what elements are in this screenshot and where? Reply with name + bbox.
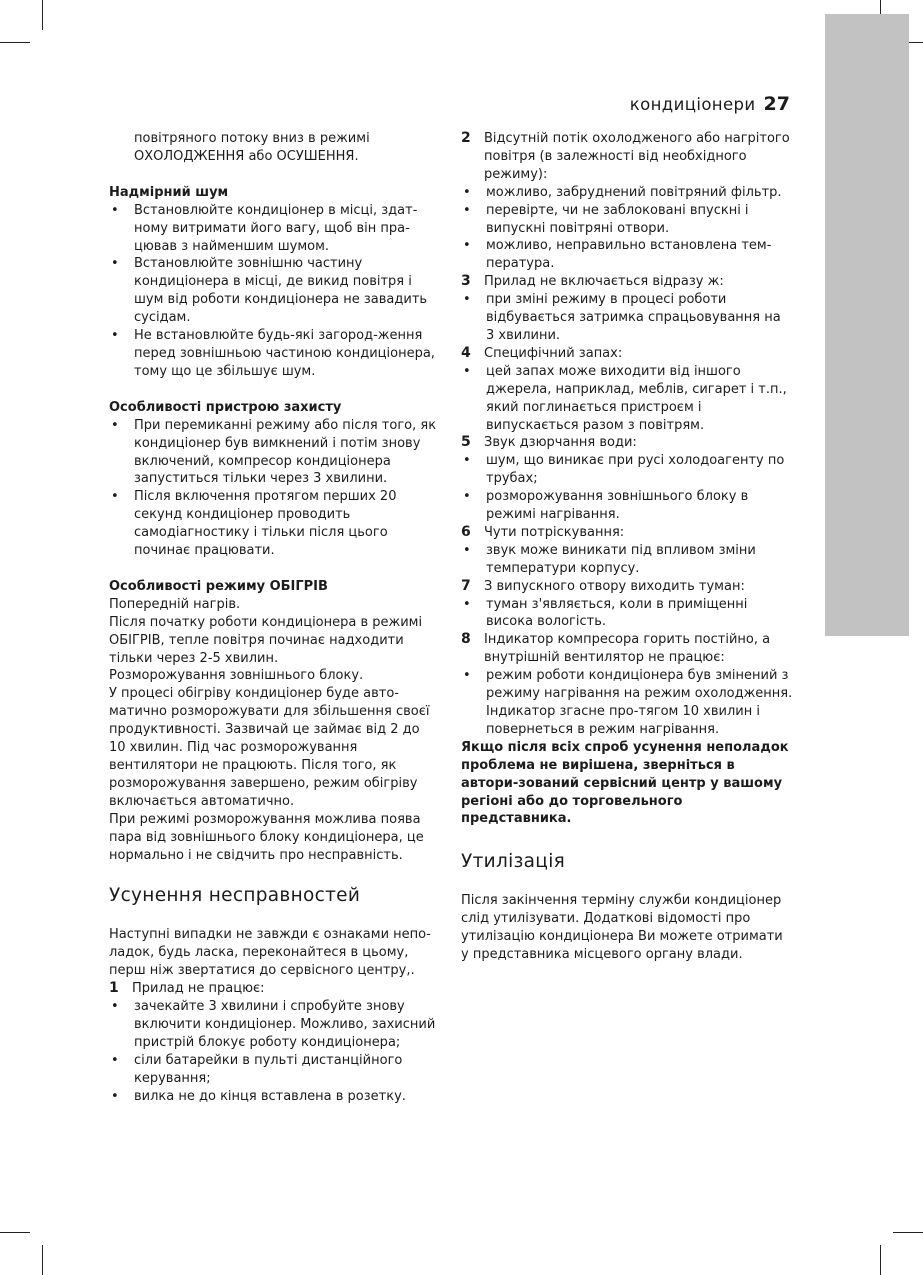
heating-line: У процесі обігріву кондиціонер буде авто-матично розморожувати для збільшення своєї продуктивності. Зазвичай це займає від 2 до 10 хвилин. Під час розморожування вентилятори не працюють. Після того, як розморожування завершено, режим обігріву включається автоматично.	[109, 686, 430, 809]
case-item	[461, 273, 793, 291]
list-item: • зачекайте 3 хвилини і спробуйте знову включити кондиціонер. Можливо, захисний пристрій блокує роботу кондиціонера;	[109, 998, 439, 1052]
case-bullets	[461, 363, 793, 435]
disposal-title: Утилізація	[461, 851, 566, 873]
crop-mark	[0, 1232, 30, 1233]
list-item: • Після включення протягом перших 20 секунд кондиціонер проводить самодіагностику і тільки після цього починає працювати.	[109, 488, 439, 560]
list-item: • можливо, неправильно встановлена тем-пература.	[461, 237, 793, 273]
case-item	[461, 524, 793, 542]
case-number: 6	[461, 523, 471, 540]
noise-list	[109, 202, 439, 381]
case-bullets	[461, 291, 793, 345]
crop-mark	[893, 1232, 923, 1233]
case-text: Прилад не включається відразу ж:	[484, 274, 724, 290]
list-item: • цей запах може виходити від іншого джерела, наприклад, меблів, сигарет і т.п., який поглинається пристроєм і випускається разом з повітрям.	[461, 363, 793, 435]
case-text: Відсутній потік охолодженого або нагрітого повітря (в залежності від необхідного режиму):	[484, 131, 790, 182]
case-number: 2	[461, 130, 471, 146]
page-header	[630, 93, 790, 115]
list-item: • розморожування зовнішнього блоку в режимі нагрівання.	[461, 488, 793, 524]
list-item: • вилка не до кінця вставлена в розетку.	[109, 1088, 439, 1106]
list-item: • Встановлюйте зовнішню частину кондиціонера в місці, де викид повітря і шум від роботи кондиціонера не завадить сусідам.	[109, 255, 439, 327]
case-text: Прилад не працює:	[132, 981, 265, 997]
case-text: Специфічний запах:	[484, 345, 623, 361]
left-column	[109, 130, 439, 1106]
case-bullets	[461, 596, 793, 632]
list-item: • При перемиканні режиму або після того, як кондиціонер був вимкнений і потім знову включений, компресор кондиціонера запуститься тільки через 3 хвилини.	[109, 417, 439, 489]
case-bullets	[461, 184, 793, 274]
troubleshooting-title: Усунення несправностей	[109, 885, 361, 907]
list-item: • сіли батарейки в пульті дистанційного керування;	[109, 1052, 439, 1088]
case-text: Чути потріскування:	[484, 524, 625, 540]
case-item	[461, 631, 793, 667]
heating-line: Після початку роботи кондиціонера в режимі ОБІГРІВ, тепле повітря починає надходити тільки через 2-5 хвилин.	[109, 614, 423, 666]
case-bullets	[461, 667, 793, 739]
case-number: 8	[461, 631, 471, 648]
protection-heading: Особливості пристрою захисту	[109, 399, 342, 415]
list-item: • режим роботи кондиціонера був змінений з режиму нагрівання на режим охолодження. Індикатор згасне про-тягом 10 хвилин і повернеться в режим нагрівання.	[461, 667, 793, 739]
case-number: 1	[109, 980, 119, 997]
chapter-tab	[825, 14, 909, 636]
troubleshooting-intro: Наступні випадки не завжди є ознаками непо-ладок, будь ласка, переконайтеся в цьому, перш ніж звертатися до сервісного центру,.	[109, 927, 431, 979]
list-item: • туман з'являється, коли в приміщенні висока вологість.	[461, 596, 793, 632]
list-item: • звук може виникати під впливом зміни температури корпусу.	[461, 542, 793, 578]
case-number: 7	[461, 577, 471, 594]
crop-mark	[0, 42, 30, 43]
noise-heading: Надмірний шум	[109, 184, 229, 200]
case-text: Індикатор компресора горить постійно, а внутрішній вентилятор не працює:	[484, 632, 771, 666]
crop-mark	[42, 1245, 43, 1275]
case-text: Звук дзюрчання води:	[484, 435, 637, 451]
case-bullets	[461, 452, 793, 524]
case-item	[461, 345, 793, 363]
list-item: • при зміні режиму в процесі роботи відбувається затримка спрацьовування на 3 хвилини.	[461, 291, 793, 345]
case-number: 3	[461, 273, 471, 290]
heating-heading: Особливості режиму ОБІГРІВ	[109, 578, 328, 594]
case-item	[461, 130, 793, 184]
list-item: • можливо, забруднений повітряний фільтр.	[461, 184, 793, 202]
section-name: кондиціонери	[629, 95, 756, 114]
case-bullets	[109, 998, 439, 1105]
case-item	[461, 578, 793, 596]
final-note: Якщо після всіх спроб усунення неполадок проблема не вирішена, зверніться в автори-зований сервісний центр у вашому регіоні або до торговельного представника.	[461, 739, 789, 827]
list-item: • Встановлюйте кондиціонер в місці, здат-ному витримати його вагу, щоб він пра-цював з найменшим шумом.	[109, 202, 439, 256]
crop-mark	[880, 1245, 881, 1275]
case-item	[109, 980, 439, 998]
list-item: • шум, що виникає при русі холодоагенту по трубах;	[461, 452, 793, 488]
protection-list	[109, 417, 439, 560]
heating-line: Розморожування зовнішнього блоку.	[109, 668, 364, 684]
heating-line: Попередній нагрів.	[109, 596, 241, 612]
intro-continuation: повітряного потоку вниз в режимі ОХОЛОДЖЕННЯ або ОСУШЕННЯ.	[134, 131, 370, 164]
case-number: 4	[461, 344, 471, 361]
case-number: 5	[461, 434, 471, 451]
case-text: З випускного отвору виходить туман:	[484, 578, 745, 594]
list-item: • Не встановлюйте будь-які загород-ження перед зовнішньою частиною кондиціонера, тому що це збільшує шум.	[109, 327, 439, 381]
case-bullets	[461, 542, 793, 578]
heating-line: При режимі розморожування можлива поява пара від зовнішнього блоку кондиціонера, це нормально і не свідчить про несправність.	[109, 811, 424, 863]
case-item	[461, 434, 793, 452]
crop-mark	[42, 0, 43, 30]
disposal-text: Після закінчення терміну служби кондиціонер слід утилізувати. Додаткові відомості про утилізацію кондиціонера Ви можете отримати у представника місцевого органу влади.	[461, 893, 783, 963]
page-number: 27	[763, 93, 790, 115]
list-item: • перевірте, чи не заблоковані впускні і випускні повітряні отвори.	[461, 202, 793, 238]
right-column	[461, 130, 793, 964]
